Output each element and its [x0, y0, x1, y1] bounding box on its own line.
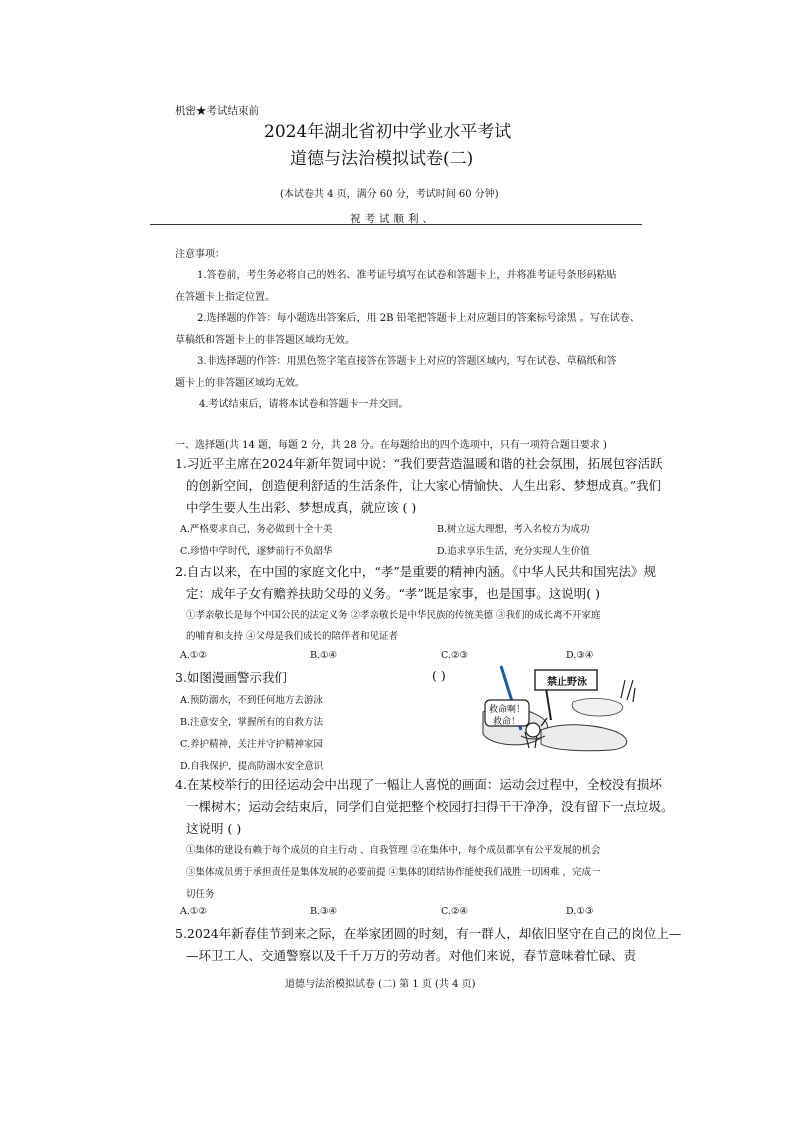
question-3-paren: ( ) — [432, 668, 446, 683]
secret-mark: 机密★考试结束前 — [175, 105, 259, 117]
q1-option-c: C.珍惜中学时代，逐梦前行不负韶华 — [180, 546, 333, 557]
question-2-line: 定：成年子女有赡养扶助父母的义务。“孝”既是家事，也是国事。这说明( ) — [186, 586, 601, 601]
q2-statement: 的哺育和支持 ④父母是我们成长的陪伴者和见证者 — [186, 631, 399, 642]
q2-option-a: A.①② — [180, 650, 207, 661]
q4-option-c: C.②④ — [441, 906, 468, 917]
note-line: 2.选择题的作答：每小题选出答案后，用 2B 铅笔把答题卡上对应题目的答案标号涂黑 。写在试卷、 — [197, 313, 640, 324]
header-divider — [150, 224, 642, 225]
q3-option-c: C.养护精神，关注并守护精神家园 — [180, 739, 323, 750]
note-line: 3.非选择题的作答：用黑色签字笔直接答在答题卡上对应的答题区域内，写在试卷、草稿纸和答 — [197, 356, 617, 367]
note-line: 在答题卡上指定位置。 — [175, 292, 275, 303]
exam-title: 2024年湖北省初中学业水平考试 — [264, 122, 512, 142]
q1-option-a: A.严格要求自己，务必做到十全十美 — [180, 524, 333, 535]
section-heading: 一、选择题(共 14 题，每题 2 分，共 28 分。在每题给出的四个选项中，只有一项符合题目要求 ) — [175, 440, 607, 451]
question-4-line: 一棵树木；运动会结束后，同学们自觉把整个校园打扫得干干净净，没有留下一点垃圾。 — [186, 799, 674, 814]
q4-option-d: D.①③ — [566, 906, 594, 917]
paper-title: 道德与法治模拟试卷(二) — [290, 149, 474, 169]
question-1-line: 1.习近平主席在2024年新年贺词中说：“我们要营造温暖和谐的社会氛围，拓展包容活跃 — [175, 456, 663, 471]
question-4-line: 4.在某校举行的田径运动会中出现了一幅让人喜悦的画面：运动会过程中，全校没有损坏 — [175, 777, 662, 792]
note-line: 1.答卷前，考生务必将自己的姓名、准考证号填写在试卷和答题卡上，并将准考证号条形码粘贴 — [197, 270, 617, 281]
cartoon-sign-text: 禁止野泳 — [547, 677, 587, 688]
cartoon-bubble-line1: 救命啊！ — [489, 705, 526, 715]
cartoon-bubble-line2: 救命！ — [493, 717, 521, 727]
drowning-cartoon — [481, 664, 639, 752]
q3-option-a: A.预防溺水，不到任何地方去游泳 — [180, 695, 323, 706]
page-footer: 道德与法治模拟试卷 (二) 第 1 页 (共 4 页) — [285, 979, 476, 990]
q4-statement: 切任务 — [186, 889, 215, 900]
note-line: 题卡上的非答题区域均无效。 — [175, 378, 305, 389]
notes-heading: 注意事项： — [175, 249, 225, 260]
question-5-line: 5.2024年新春佳节到来之际，在举家团圆的时刻，有一群人，却依旧坚守在自己的岗位上— — [175, 926, 682, 941]
q1-option-b: B.树立远大理想，考入名校方为成功 — [437, 524, 590, 535]
exam-info: (本试卷共 4 页，满分 60 分，考试时间 60 分钟) — [280, 189, 499, 200]
q2-statement: ①孝亲敬长是每个中国公民的法定义务 ②孝亲敬长是中华民族的传统美德 ③我们的成长离不开家庭 — [186, 610, 601, 621]
q2-option-b: B.①④ — [310, 650, 338, 661]
q3-option-d: D.自我保护，提高防溺水安全意识 — [180, 761, 324, 772]
q4-statement: ①集体的建设有赖于每个成员的自主行动 、自我管理 ②在集体中，每个成员都享有公平发展的机会 — [186, 845, 601, 856]
q4-option-a: A.①② — [180, 906, 207, 917]
wish-text: 祝考试顺利、 — [350, 213, 437, 225]
q1-option-d: D.追求享乐生活，充分实现人生价值 — [437, 546, 590, 557]
q3-option-b: B.注意安全，掌握所有的自救方法 — [180, 717, 324, 728]
question-5-line: —环卫工人、交通警察以及千千万万的劳动者。对他们来说，春节意味着忙碌、责 — [186, 948, 637, 963]
note-line: 草稿纸和答题卡上的非答题区域均无效。 — [175, 335, 355, 346]
q2-option-d: D.③④ — [566, 650, 594, 661]
q2-option-c: C.②③ — [441, 650, 468, 661]
question-4-line: 这说明 ( ) — [186, 821, 242, 836]
question-1-line: 中学生要人生出彩、梦想成真，就应该 ( ) — [186, 500, 417, 515]
note-line: 4.考试结束后，请将本试卷和答题卡一并交回。 — [199, 399, 409, 410]
q4-statement: ③集体成员勇于承担责任是集体发展的必要前提 ④集体的团结协作能使我们战胜一切困难 ，完成一 — [186, 867, 601, 878]
question-2-line: 2.自古以来，在中国的家庭文化中，“孝”是重要的精神内涵。《中华人民共和国宪法》规 — [175, 564, 656, 579]
q4-option-b: B.③④ — [310, 906, 338, 917]
question-1-line: 的创新空间，创造便利舒适的生活条件，让大家心情愉快、人生出彩、梦想成真。”我们 — [186, 478, 662, 493]
question-3-line: 3.如图漫画警示我们 — [175, 670, 287, 685]
